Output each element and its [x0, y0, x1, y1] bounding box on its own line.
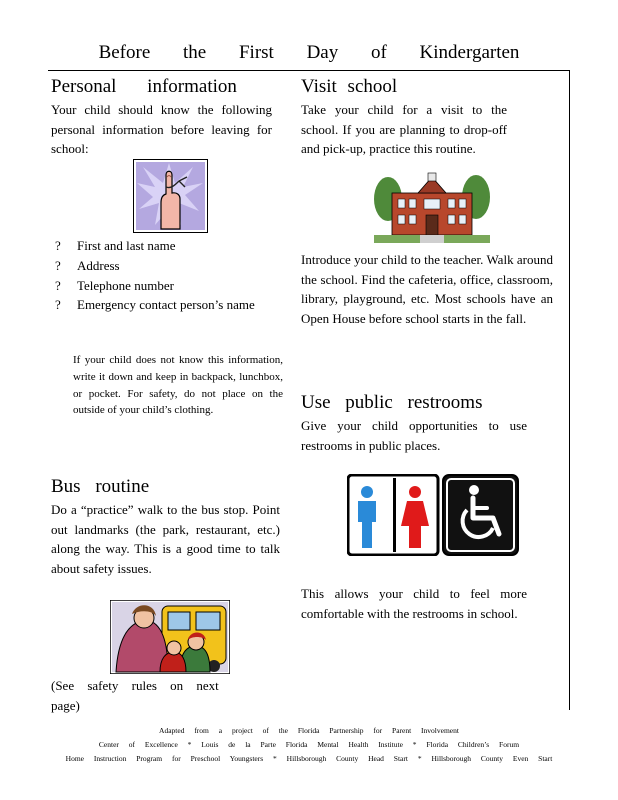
- visit-heading: Visit school: [301, 76, 398, 97]
- bus-footer-note: (See safety rules on next page): [51, 678, 219, 713]
- visit-body-2: Introduce your child to the teacher. Walk around the school. Find the cafeteria, office, classroom, library, playground, etc. Most schools have an Open House before school starts in the fall.: [301, 252, 553, 326]
- bullet-glyph: ?: [55, 297, 61, 313]
- school-building-icon: [374, 171, 490, 243]
- bus-body: Do a “practice” walk to the bus stop. Point out landmarks (the park, restaurant, etc.) along the way. This is a good time to talk about safety issues.: [51, 502, 280, 576]
- title-rule: [48, 70, 570, 71]
- personal-intro: Your child should know the following personal information before leaving for school:: [51, 102, 272, 157]
- list-item-text: Address: [77, 257, 120, 273]
- list-item: [55, 236, 273, 256]
- restrooms-body-1: Give your child opportunities to use restrooms in public places.: [301, 418, 527, 453]
- visit-body-1: Take your child for a visit to the school. If you are planning to drop-off and pick-up, practice this routine.: [301, 102, 507, 157]
- list-item: [55, 295, 273, 315]
- list-item: [55, 276, 273, 296]
- restrooms-body-2: This allows your child to feel more comfortable with the restrooms in school.: [301, 586, 527, 621]
- personal-heading: Personal information: [51, 76, 237, 97]
- credits-line-3: Home Instruction Program for Preschool Youngsters * Hillsborough County Head Start * Hillsborough County Even Start: [65, 754, 553, 763]
- credits: [0, 724, 618, 766]
- credits-line-1: Adapted from a project of the Florida Partnership for Parent Involvement: [159, 726, 459, 735]
- list-item-text: First and last name: [77, 238, 176, 253]
- list-item-text: Emergency contact person’s name: [77, 297, 255, 313]
- personal-tip: If your child does not know this information, write it down and keep in backpack, lunchbox, or pocket. For safety, do not place on the outside of your child’s clothing.: [73, 354, 283, 417]
- page-title: Before the First Day of Kindergarten: [98, 42, 520, 63]
- bullet-glyph: ?: [55, 257, 61, 273]
- page-right-rule: [569, 70, 570, 710]
- credits-line-2: Center of Excellence * Louis de la Parte Florida Mental Health Institute * Florida Children’s Forum: [98, 740, 520, 749]
- finger-string-icon: [133, 159, 208, 233]
- restroom-signs-icon: [347, 474, 519, 556]
- bus-heading: Bus routine: [51, 476, 150, 497]
- bullet-glyph: ?: [55, 238, 61, 253]
- list-item: [55, 256, 273, 276]
- personal-items-list: [55, 236, 273, 315]
- list-item-text: Telephone number: [77, 277, 174, 293]
- bullet-glyph: ?: [55, 277, 61, 293]
- restrooms-heading: Use public restrooms: [301, 392, 483, 413]
- school-bus-children-icon: [110, 600, 230, 674]
